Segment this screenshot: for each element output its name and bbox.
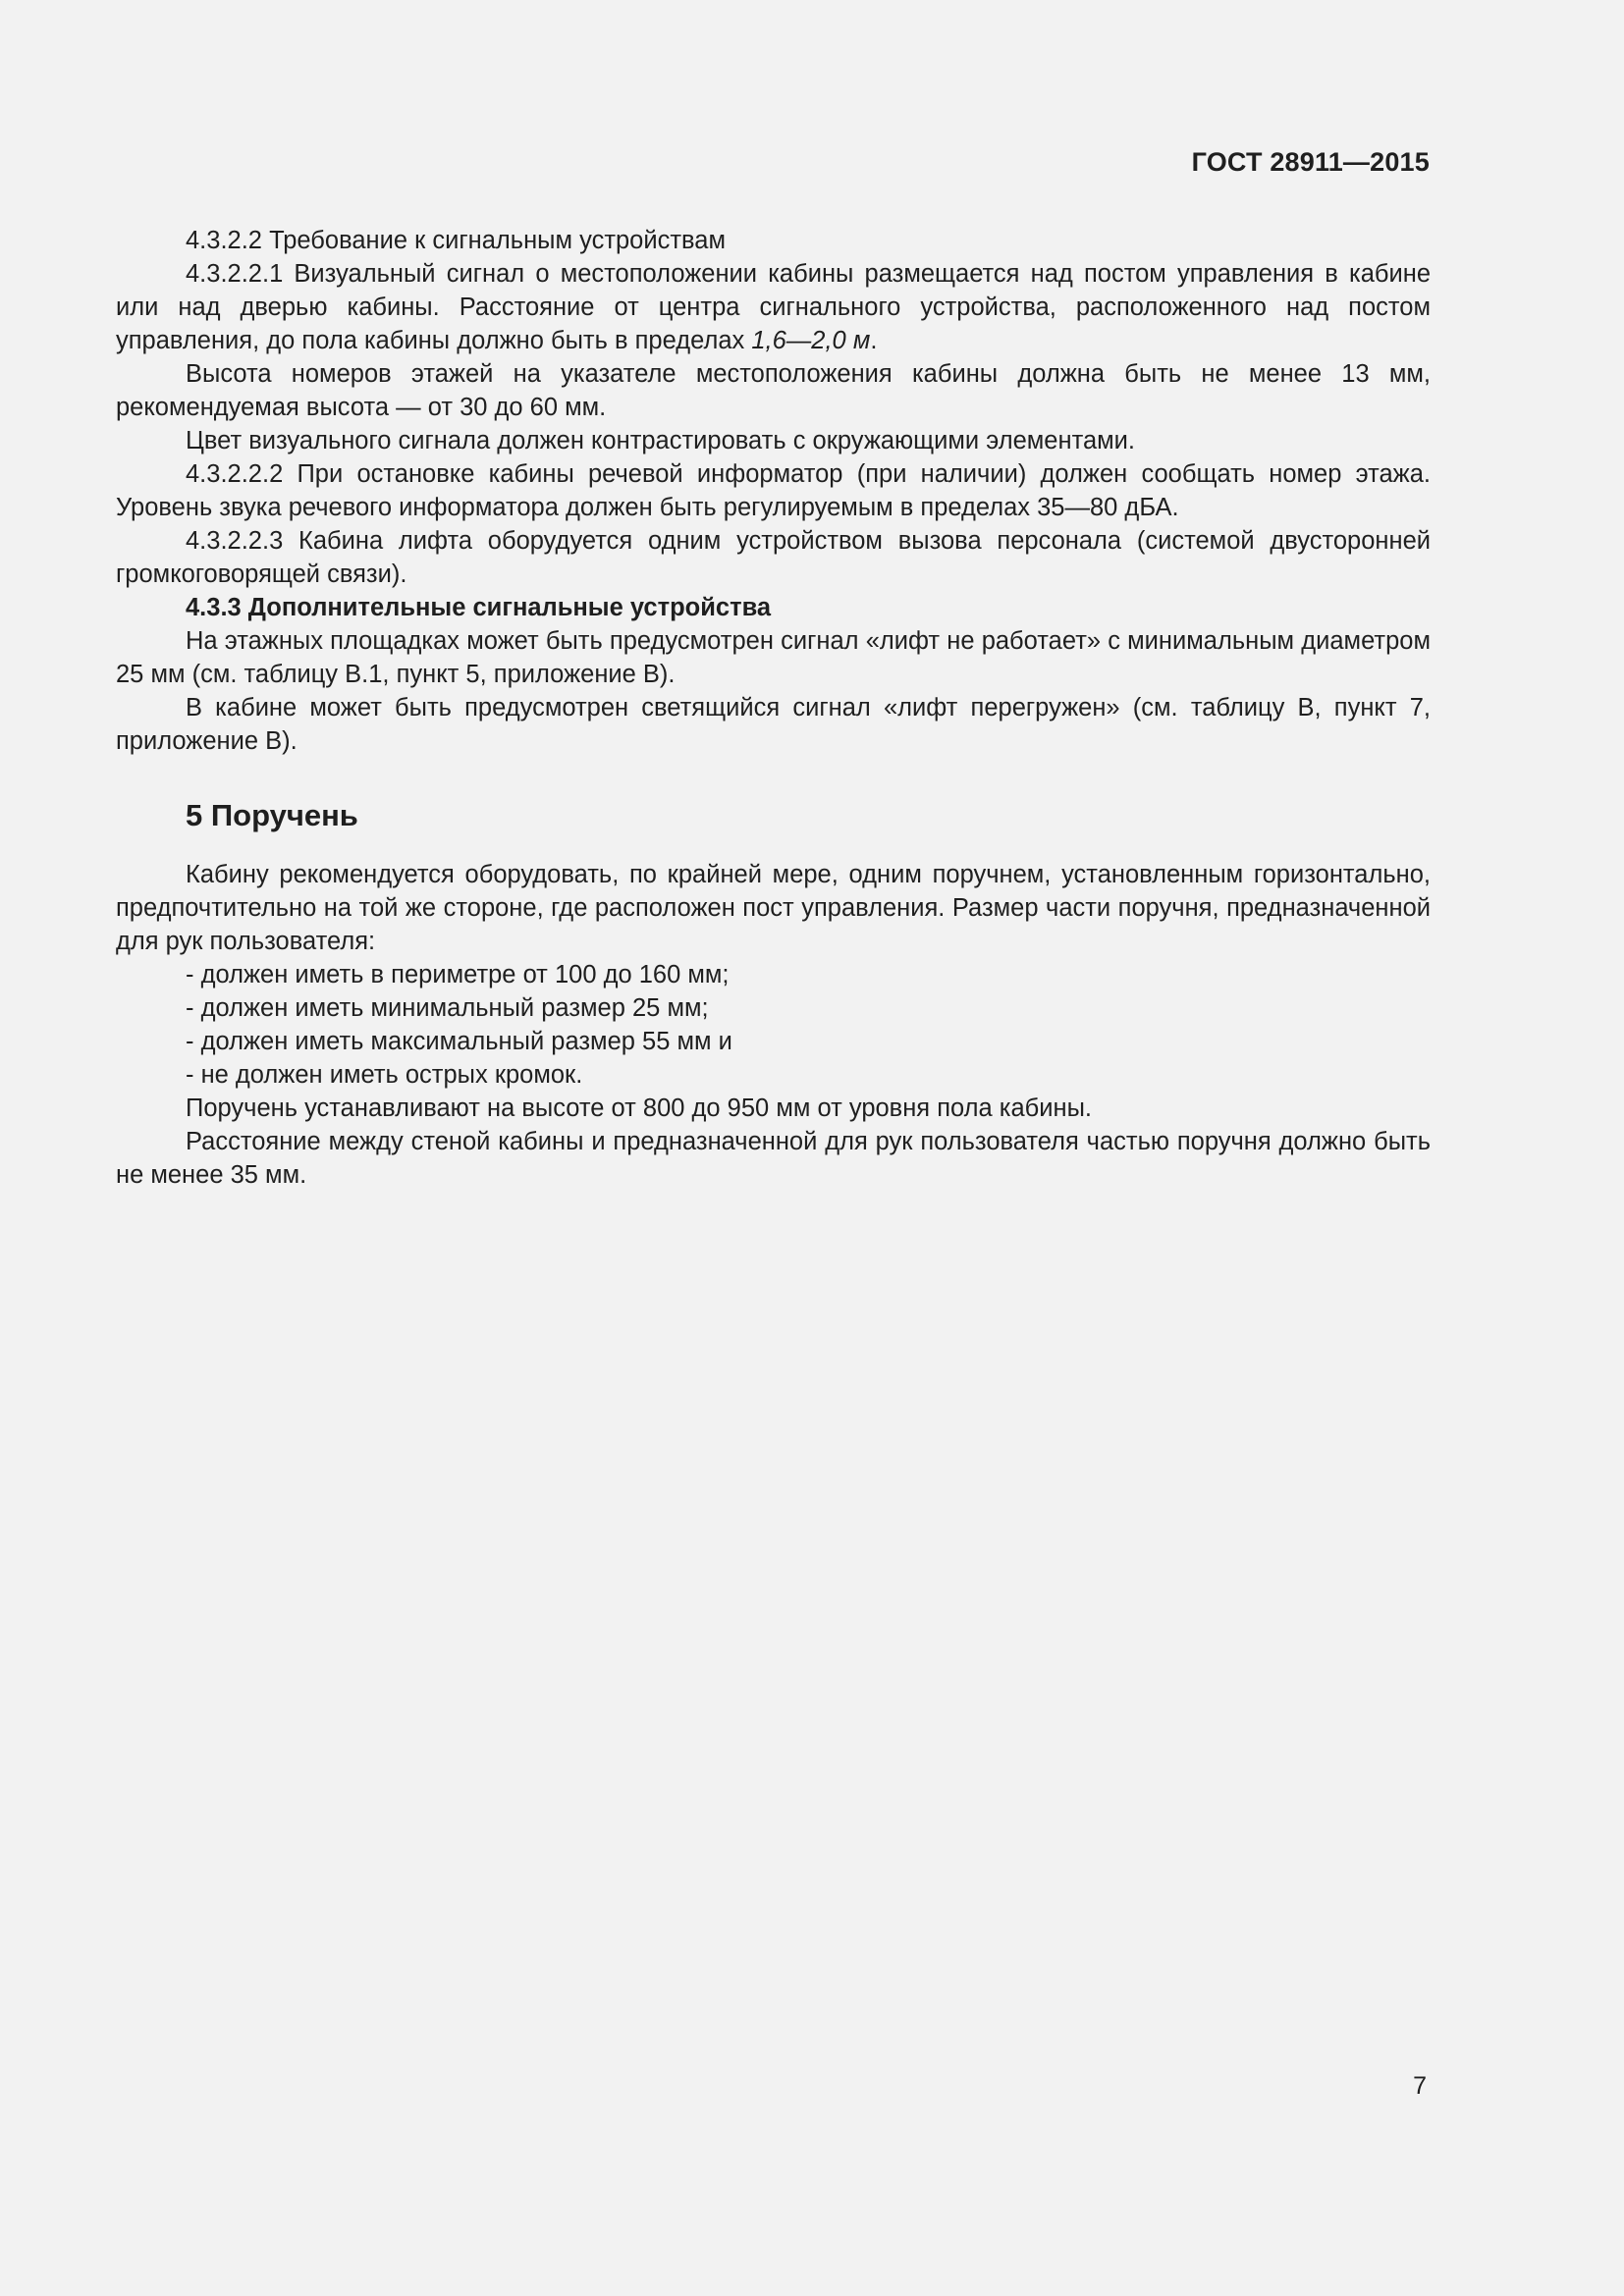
page-body [116,224,1431,1192]
signal-color-paragraph: Цвет визуального сигнала должен контрастировать с окружающими элементами. [186,427,1136,454]
list-item: - не должен иметь острых кромок. [186,1061,583,1089]
section-5-paragraph-3: Расстояние между стеной кабины и предназначенной для рук пользователя частью поручня должно быть не менее 35 мм. [116,1128,1431,1189]
section-5-paragraph-1: Кабину рекомендуется оборудовать, по крайней мере, одним поручнем, установленным горизонтально, предпочтительно на той же стороне, где расположен пост управления. Размер части поручня, предназначенной для рук пользователя: [116,861,1431,955]
list-item: - должен иметь в периметре от 100 до 160 мм; [186,961,730,988]
list-item: - должен иметь минимальный размер 25 мм; [186,994,709,1022]
distance-range-italic: 1,6—2,0 м [751,327,871,354]
document-code-header: ГОСТ 28911—2015 [1191,147,1430,177]
clause-4-3-2-2-1 [116,257,1431,357]
clause-4-3-2-2-3: 4.3.2.2.3 Кабина лифта оборудуется одним устройством вызова персонала (системой двусторонней громкоговорящей связи). [116,527,1431,588]
clause-4-3-2-2-title: 4.3.2.2 Требование к сигнальным устройствам [186,227,727,254]
clause-end: . [870,327,878,354]
clause-4-3-3-paragraph-2: В кабине может быть предусмотрен светящийся сигнал «лифт перегружен» (см. таблицу В, пункт 7, приложение В). [116,694,1431,755]
page-number: 7 [1413,2072,1427,2100]
list-item: - должен иметь максимальный размер 55 мм и [186,1028,732,1055]
floor-number-height-paragraph: Высота номеров этажей на указателе местоположения кабины должна быть не менее 13 мм, рекомендуемая высота — от 30 до 60 мм. [116,360,1431,421]
section-5-heading: 5 Поручень [186,798,358,832]
clause-4-3-3-paragraph-1: На этажных площадках может быть предусмотрен сигнал «лифт не работает» с минимальным диаметром 25 мм (см. таблицу В.1, пункт 5, приложение В). [116,627,1431,688]
clause-text: 4.3.2.2.1 Визуальный сигнал о местоположении кабины размещается над постом управления в кабине или над дверью кабины. Расстояние от центра сигнального устройства, расположенного над постом управления, до пола кабины должно быть в пределах [116,260,1431,354]
section-5-paragraph-2: Поручень устанавливают на высоте от 800 до 950 мм от уровня пола кабины. [186,1095,1093,1122]
clause-4-3-2-2-2: 4.3.2.2.2 При остановке кабины речевой информатор (при наличии) должен сообщать номер этажа. Уровень звука речевого информатора должен быть регулируемым в пределах 35—80 дБА. [116,460,1431,521]
clause-4-3-3-title: 4.3.3 Дополнительные сигнальные устройства [186,594,772,621]
